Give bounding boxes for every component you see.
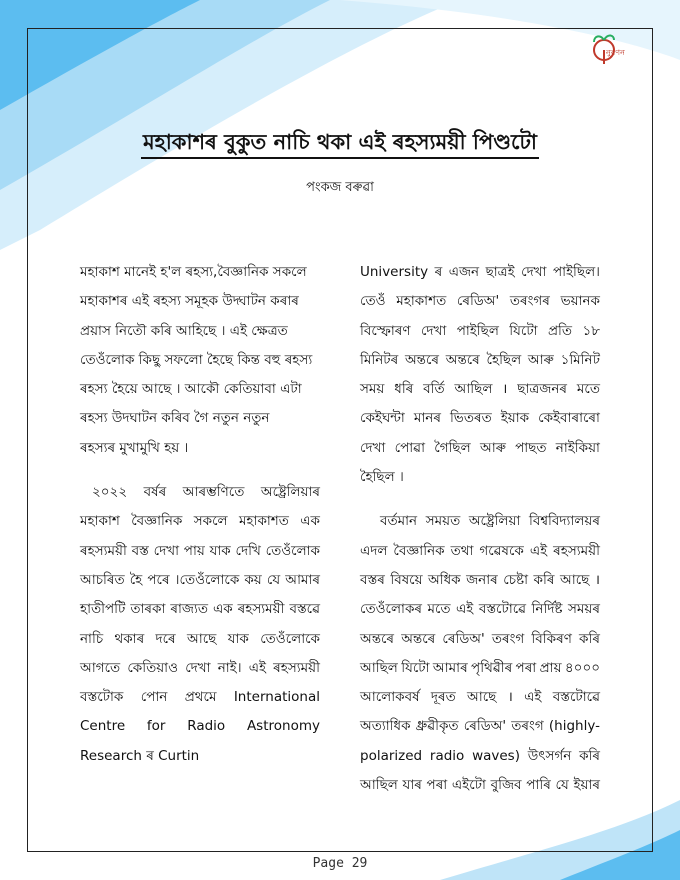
right-column: [360, 258, 600, 800]
article-title-text: মহাকাশৰ বুকুত নাচি থকা এই ৰহস্যময়ী পিণ্ডটো: [141, 130, 539, 159]
text-line: তেওঁলোক কিছু সফলো হৈছে কিন্ত বহু ৰহস্য: [80, 351, 313, 368]
text-line: মহাকাশৰ এই ৰহস্য সমূহক উদ্ঘাটন কৰাৰ: [80, 293, 299, 310]
text-line: অন্তৰে অন্তৰে ৰেডিঅ' তৰংগ বিকিৰণ কৰি: [360, 630, 600, 647]
text-line: ৰহস্য হৈয়ে আছে । আকৌ কেতিয়াবা এটা: [80, 381, 302, 398]
text-line: সময় ধৰি বৰ্তি আছিল । ছাত্ৰজনৰ মতে: [360, 381, 600, 398]
text-line: আগতে কেতিয়াও দেখা নাই। এই ৰহস্যময়ী: [80, 659, 320, 676]
text-line: Research ৰ Curtin: [80, 747, 200, 764]
left-column: [80, 258, 320, 771]
text-line: হাতীপটি তাৰকা ৰাজ্যত এক ৰহস্যময়ী বস্তৱে: [80, 601, 320, 618]
text-line: এদল বৈজ্ঞানিক তথা গৱেষকে এই ৰহস্যময়ী: [360, 542, 600, 559]
text-line: আছিল যিটো আমাৰ পৃথিৱীৰ পৰা প্ৰায় ৪০০০: [360, 659, 600, 676]
text-line: polarized radio waves) উৎসৰ্গন কৰি: [360, 747, 600, 764]
text-line: Centre for Radio Astronomy: [80, 718, 320, 735]
text-line: মহাকাশ বৈজ্ঞানিক সকলে মহাকাশত এক: [80, 513, 320, 530]
text-line: University ৰ এজন ছাত্ৰই দেখা পাইছিল।: [360, 264, 600, 280]
text-line: মহাকাশ মানেই হ'ল ৰহস্য,বৈজ্ঞানিক সকলে: [80, 264, 307, 280]
text-line: নাচি থকাৰ দৰে আছে যাক তেওঁলোকে: [80, 630, 320, 647]
text-line: বৰ্তমান সময়ত অষ্ট্ৰেলিয়া বিশ্ববিদ্যালয়ৰ: [380, 513, 600, 530]
text-line: ৰহস্যৰ মুখামুখি হয় ।: [80, 439, 189, 456]
text-line: ৰহস্যময়ী বস্ত দেখা পায় যাক দেখি তেওঁলোক: [80, 542, 320, 559]
text-line: আলোকবৰ্ষ দূৰত আছে । এই বস্তটোৱে: [360, 689, 600, 706]
logo-text: নুৰণন: [606, 48, 625, 57]
text-line: তেওঁলোকৰ মতে এই বস্তটোৱে নিৰ্দিষ্ট সময়ৰ: [360, 601, 600, 618]
paragraph-gap: [360, 492, 600, 507]
text-line: আছিল যাৰ পৰা এইটো বুজিব পাৰি যে ইয়াৰ: [360, 777, 600, 794]
paragraph-gap: [80, 463, 320, 478]
text-line: ২০২২ বৰ্ষৰ আৰম্ভণিতে অষ্ট্ৰেলিয়াৰ: [92, 484, 320, 501]
text-line: হৈছিল ।: [360, 469, 404, 486]
text-line: দেখা পোৱা গৈছিল আৰু পাছত নাইকিয়া: [360, 439, 600, 456]
text-line: প্ৰয়াস নিতৌ কৰি আহিছে । এই ক্ষেত্ৰত: [80, 322, 288, 339]
text-line: কেইঘন্টা মানৰ ভিতৰত ইয়াক কেইবাৰাৰো: [360, 410, 600, 427]
article-author: পংকজ বৰুৱা: [306, 180, 374, 195]
page-number: Page 29: [312, 856, 368, 871]
text-line: বস্তটোক পোন প্ৰথমে International: [80, 689, 320, 706]
text-line: তেওঁ মহাকাশত ৰেডিঅ' তৰংগৰ ভয়ানক: [360, 293, 600, 310]
article-title: [0, 126, 680, 161]
text-line: আচৰিত হৈ পৰে ।তেওঁলোকে কয় যে আমাৰ: [80, 571, 320, 588]
text-line: ৰহস্য উদঘাটন কৰিব গৈ নতুন নতুন: [80, 410, 270, 427]
text-line: বিস্ফোৰণ দেখা পাইছিল যিটো প্ৰতি ১৮: [360, 322, 600, 339]
text-line: অত্যাধিক ধ্ৰুৱীকৃত ৰেডিঅ' তৰংগ (highly-: [360, 718, 600, 735]
text-line: মিনিটৰ অন্তৰে অন্তৰে হৈছিল আৰু ১মিনিট: [360, 351, 600, 368]
text-line: বস্তৰ বিষয়ে অধিক জনাৰ চেষ্টা কৰি আছে ।: [360, 571, 600, 588]
